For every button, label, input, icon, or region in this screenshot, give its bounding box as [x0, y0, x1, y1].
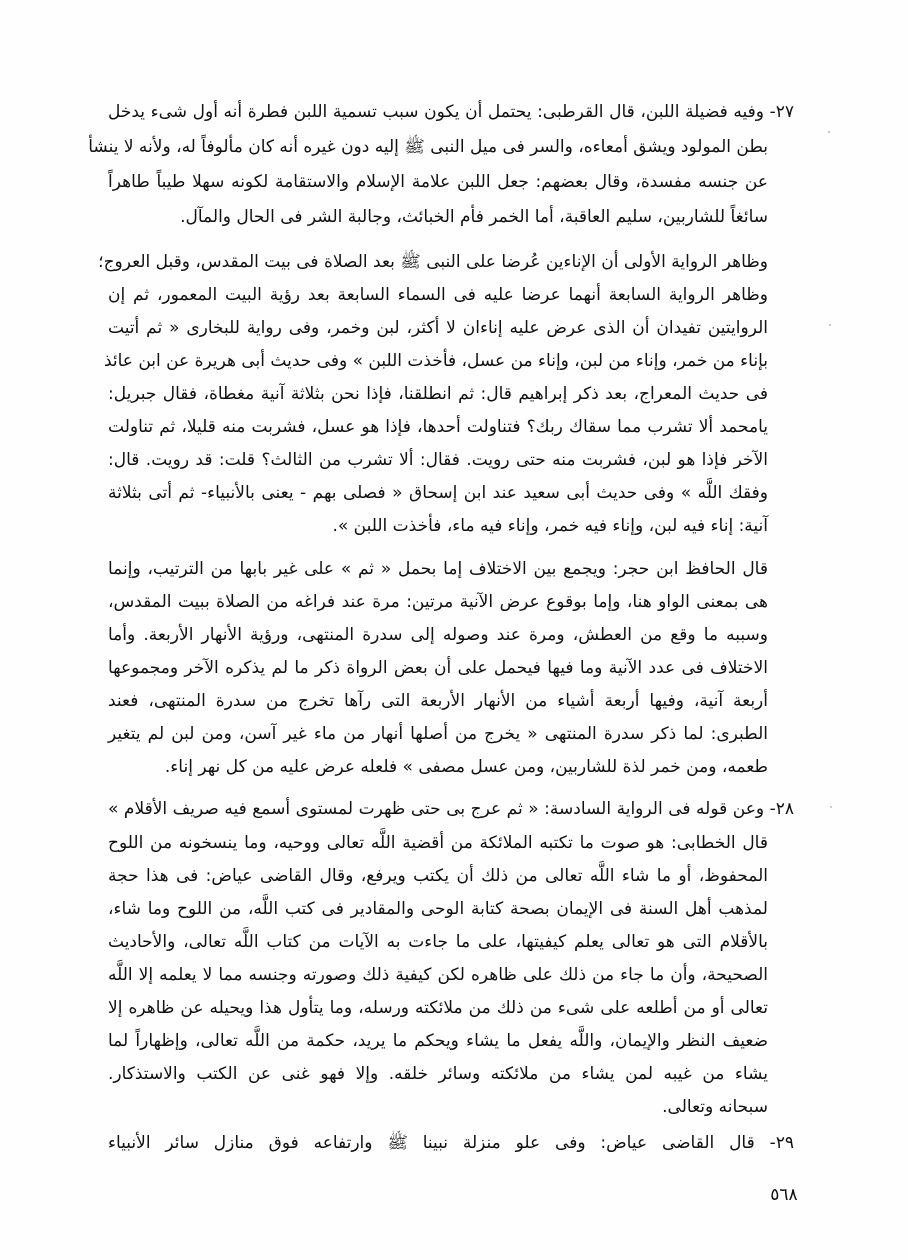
text-line: الصحيحة، وأن ما جاء من ذلك على ظاهره لكن كيفية ذلك وصورته وجنسه مما لا يعلمه إلا اللَّه — [108, 965, 768, 985]
text-line: بالأقلام التى هو تعالى يعلم كيفيتها، على ما جاءت به الآيات من كتاب اللَّه تعالى، والأحاديث — [108, 932, 768, 952]
text-line: أربعة آنية، وفيها أربعة أشياء من الأنهار الأربعة التى رآها تخرج من سدرة المنتهى، فعند — [108, 691, 768, 711]
scan-speck — [830, 806, 832, 808]
text-line: لمذهب أهل السنة فى الإيمان بصحة كتابة الوحى والمقادير فى كتب اللَّه، من اللوح وما شاء، — [108, 899, 768, 919]
text-line: الآخر فإذا هو لبن، فشربت منه حتى رويت. فقال: ألا تشرب من الثالث؟ قلت: قد رويت. قال: — [108, 450, 768, 470]
text-line: يشاء من غيبه لمن يشاء من ملائكته وسائر خلقه. وإلا فهو غنى عن الكتب والاستذكار. — [108, 1064, 768, 1084]
text-line: الروايتين تفيدان أن الذى عرض عليه إناءان لا أكثر، لبن وخمر، وفى رواية للبخارى « ثم أتيت — [108, 318, 768, 338]
text-line: الطبرى: لما ذكر سدرة المنتهى « يخرج من أصلها أنهار من ماء غير آسن، ومن لبن لم يتغير — [108, 724, 768, 744]
scan-speck — [829, 324, 831, 326]
text-line: طعمه، ومن خمر لذة للشاربين، ومن عسل مصفى » فلعله عرض عليه من كل نهر إناء. — [164, 757, 768, 777]
text-line: ضعيف النظر والإيمان، واللَّه يفعل ما يشاء ويحكم ما يريد، حكمة من اللَّه تعالى، وإظهاراً لما — [108, 1031, 768, 1051]
text-line: قال الحافظ ابن حجر: ويجمع بين الاختلاف إما بحمل « ثم » على غير بابها من الترتيب، وإنما — [108, 559, 768, 579]
text-line: سبحانه وتعالى. — [662, 1097, 768, 1117]
text-line: المحفوظ، أو ما شاء اللَّه تعالى من ذلك أن يكتب ويرفع، وقال القاضى عياض: فى هذا حجة — [108, 866, 768, 886]
page-number: ٥٦٨ — [770, 1185, 798, 1205]
text-line: فى حديث المعراج، بعد ذكر إبراهيم قال: ثم انطلقنا، فإذا نحن بثلاثة آنية مغطاة، فقال جبريل: — [108, 384, 768, 404]
scan-speck — [828, 131, 830, 133]
text-line: ٢٩- قال القاضى عياض: وفى علو منزلة نبينا ﷺ وارتفاعه فوق منازل سائر الأنبياء — [108, 1133, 794, 1153]
text-line: وسببه ما وقع من العطش، ومرة عند وصوله إلى سدرة المنتهى، ورؤية الأنهار الأربعة. وأما — [108, 625, 768, 645]
text-line: يامحمد ألا تشرب مما سقاك ربك؟ فتناولت أحدها، فإذا هو عسل، فشربت منه قليلا، ثم تناولت — [108, 417, 768, 437]
text-line: آنية: إناء فيه لبن، وإناء فيه خمر، وإناء فيه ماء، فأخذت اللبن ». — [332, 516, 768, 536]
text-line: عن جنسه مفسدة، وقال بعضهم: جعل اللبن علامة الإسلام والاستقامة لكونه سهلا طيباً طاهراً — [108, 172, 768, 192]
text-line: وظاهر الرواية الأولى أن الإناءين عُرضا على النبى ﷺ بعد الصلاة فى بيت المقدس، وقبل العروج؛ — [98, 252, 768, 272]
text-line: الاختلاف فى عدد الآنية وما فيها فيحمل على أن بعض الرواة ذكر ما لم يذكره الآخر ومجموعها — [108, 658, 768, 678]
text-line: قال الخطابى: هو صوت ما تكتبه الملائكة من أقضية اللَّه تعالى ووحيه، وما ينسخونه من اللوح — [108, 833, 768, 853]
text-line: ٢٧- وفيه فضيلة اللبن، قال القرطبى: يحتمل أن يكون سبب تسمية اللبن فطرة أنه أول شىء يدخل — [108, 102, 794, 122]
text-line: بطن المولود ويشق أمعاءه، والسر فى ميل النبى ﷺ إليه دون غيره أنه كان مألوفاً له، ولأنه لا ينشأ — [88, 137, 768, 157]
text-line: بإناء من خمر، وإناء من لبن، وإناء من عسل، فأخذت اللبن » وفى حديث أبى هريرة عن ابن عائذ — [103, 351, 768, 371]
text-line: هى بمعنى الواو هنا، وإما بوقوع عرض الآنية مرتين: مرة عند فراغه من الصلاة ببيت المقدس، — [108, 592, 768, 612]
text-line: وظاهر الرواية السابعة أنهما عرضا عليه فى السماء السابعة بعد رؤية البيت المعمور، ثم إن — [108, 285, 768, 305]
text-line: سائغاً للشاربين، سليم العاقبة، أما الخمر فأم الخبائث، وجالبة الشر فى الحال والمآل. — [180, 207, 768, 227]
text-line: تعالى أو من أطلعه على شىء من ذلك من ملائكته ورسله، وما يتأول هذا ويحيله عن ظاهره إلا — [108, 998, 768, 1018]
text-line: ٢٨- وعن قوله فى الرواية السادسة: « ثم عرج بى حتى ظهرت لمستوى أسمع فيه صريف الأقلام » — [108, 799, 794, 819]
text-line: وفقك اللَّه » وفى حديث أبى سعيد عند ابن إسحاق « فصلى بهم - يعنى بالأنبياء- ثم أتى بثلاثة — [108, 483, 768, 503]
